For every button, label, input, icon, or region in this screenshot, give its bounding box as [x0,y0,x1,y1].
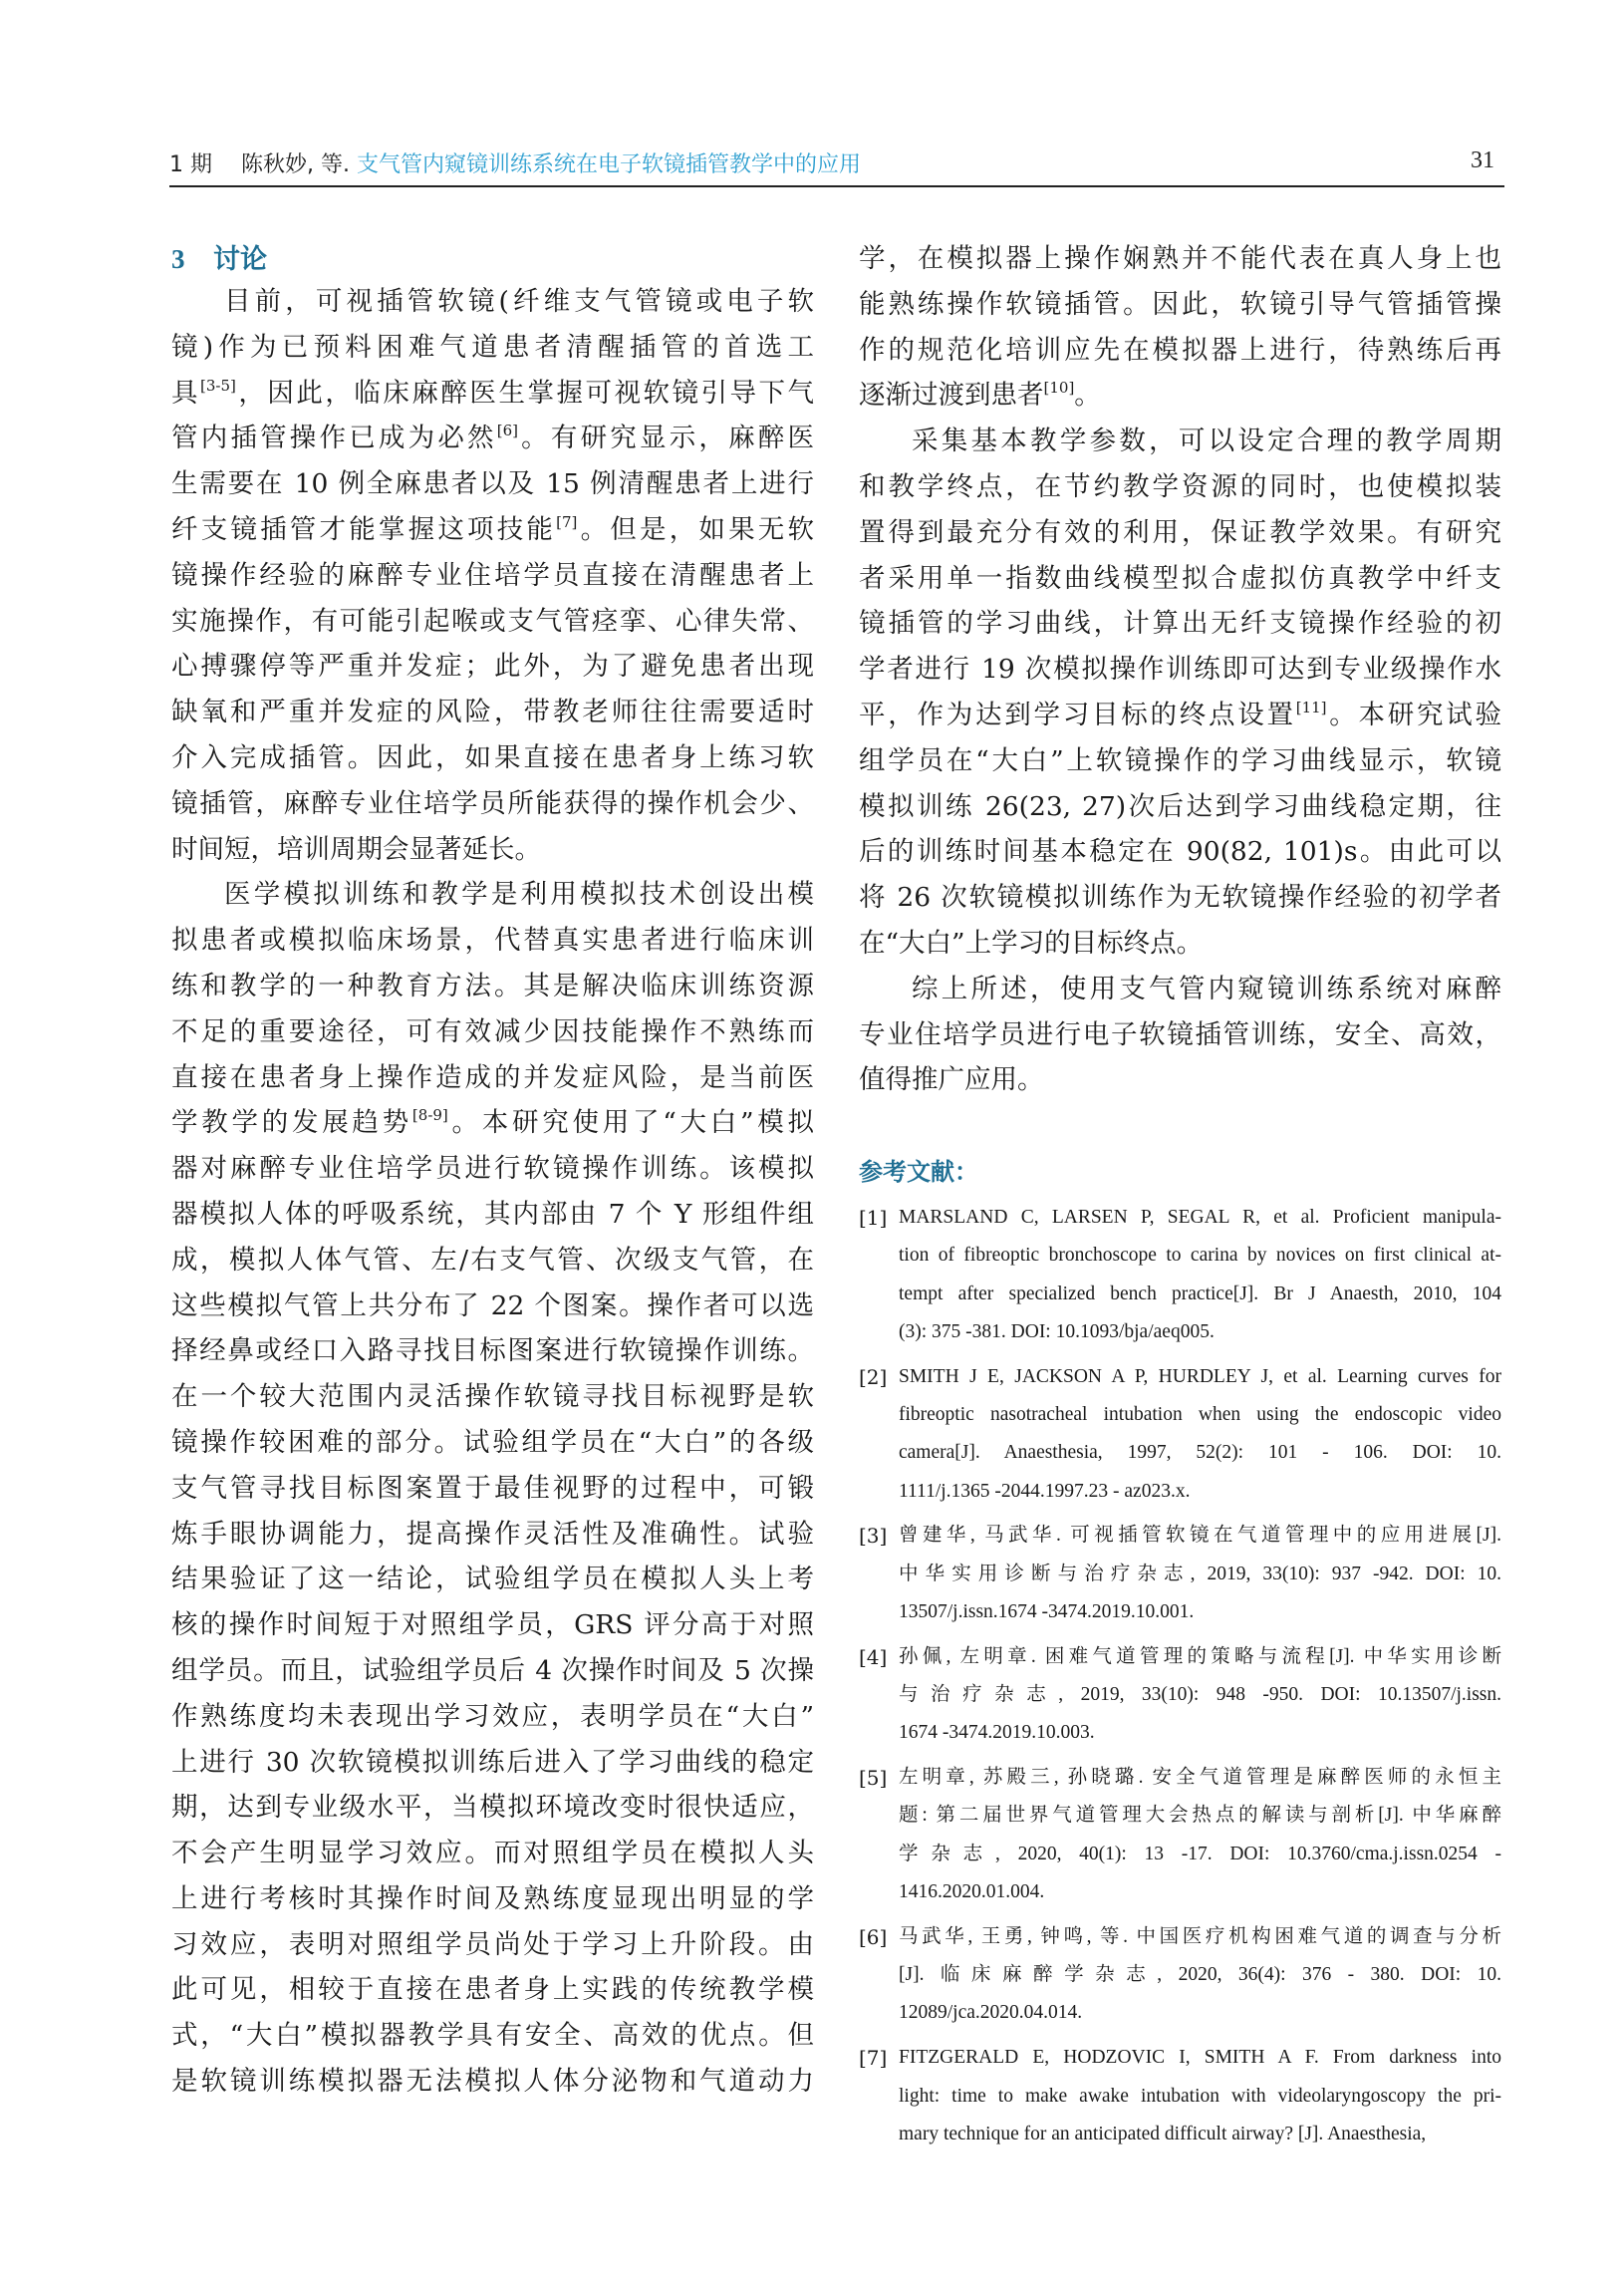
text-segment: 组学员。而且，试验组学员后 4 次操作时间及 5 次操 [171,1654,814,1686]
reference-number: [2] [859,1364,888,1389]
text-segment: 习效应，表明对照组学员尚处于学习上升阶段。由 [171,1928,814,1960]
text-line [171,781,814,827]
text-segment: 模拟训练 26(23, 27)次后达到学习曲线稳定期，往 [859,790,1501,822]
reference-line: fibreoptic nasotracheal intubation when using the endoscopic video [899,1403,1501,1425]
text-line [171,279,814,325]
text-line [859,510,1501,556]
text-segment: 生需要在 10 例全麻患者以及 15 例清醒患者上进行 [171,468,814,500]
text-segment: 择经鼻或经口入路寻找目标图案进行软镜操作训练。 [171,1335,814,1367]
reference-number: [6] [859,1924,888,1949]
text-line [171,416,814,461]
reference-line: tion of fibreoptic bronchoscope to carina by novices on first clinical at- [899,1245,1501,1267]
text-segment: 期，达到专业级水平，当模拟环境改变时很快适应， [171,1792,814,1824]
text-segment: 核的操作时间短于对照组学员，GRS 评分高于对照 [171,1609,814,1641]
text-segment: 平，作为达到学习目标的终点设置 [859,699,1296,730]
text-segment: 介入完成插管。因此，如果直接在患者身上练习软 [171,741,814,773]
reference-item [859,1199,1501,1351]
text-line [171,1648,814,1694]
text-segment: 器模拟人体的呼吸系统，其内部由 7 个 Y 形组件组 [171,1198,814,1230]
text-line [859,373,1501,419]
reference-line: (3): 375 -381. DOI: 10.1093/bja/aeq005. [899,1320,1215,1342]
text-segment: 纤支镜插管才能掌握这项技能 [171,513,557,545]
text-segment: 医学模拟训练和教学是利用模拟技术创设出模 [224,879,814,911]
text-segment: 者采用单一指数曲线模型拟合虚拟仿真教学中纤支 [859,562,1501,594]
text-segment: 。有研究显示，麻醉医 [517,423,815,454]
text-segment: 。本研究使用了“大白”模拟 [447,1107,814,1139]
reference-line: 与治疗杂志, 2019, 33(10): 948 -950. DOI: 10.13507/j.issn. [899,1684,1501,1706]
text-line [859,328,1501,374]
text-segment: 缺氧和严重并发症的风险，带教老师往往需要适时 [171,697,814,728]
text-segment: 拟患者或模拟临床场景，代替真实患者进行临床训 [171,925,814,957]
reference-line: MARSLAND C, LARSEN P, SEGAL R, et al. Proficient manipula- [899,1207,1501,1228]
text-line [171,1922,814,1968]
text-line [859,419,1501,464]
text-line [171,1831,814,1876]
text-segment: 练和教学的一种教育方法。其是解决临床训练资源 [171,970,814,1001]
text-segment: 器对麻醉专业住培学员进行软镜操作训练。该模拟 [171,1153,814,1185]
reference-line: 1416.2020.01.004. [899,1881,1045,1903]
text-line [171,1192,814,1238]
reference-item [859,1358,1501,1511]
text-line [859,647,1501,693]
text-segment: 能熟练操作软镜插管。因此，软镜引导气管插管操 [859,288,1501,320]
text-line [171,1055,814,1101]
text-line [171,964,814,1009]
text-segment: 上进行 30 次软镜模拟训练后进入了学习曲线的稳定 [171,1746,814,1778]
text-segment: 具 [171,377,201,409]
text-segment: ，因此，临床麻醉医生掌握可视软镜引导下气 [235,377,815,409]
section-number: 3 [171,244,185,274]
reference-line: 1674 -3474.2019.10.003. [899,1722,1095,1744]
text-segment: 将 26 次软镜模拟训练作为无软镜操作经验的初学者 [859,882,1501,914]
reference-line: 马武华, 王勇, 钟鸣, 等. 中国医疗机构困难气道的调查与分析 [899,1925,1501,1947]
text-segment: 。但是，如果无软 [577,513,815,545]
references-title: 参考文献： [859,1158,978,1186]
text-line [171,1557,814,1602]
text-line [171,1785,814,1831]
header-authors: 陈秋妙, 等. [241,152,350,177]
reference-number: [3] [859,1524,888,1549]
reference-line: camera[J]. Anaesthesia, 1997, 52(2): 101 - 106. DOI: 10. [899,1442,1501,1464]
text-segment: 镜插管，麻醉专业住培学员所能获得的操作机会少、 [171,787,814,819]
left-body-text [171,279,814,2105]
text-line [171,461,814,507]
citation-marker[interactable]: [8-9] [411,1106,448,1125]
reference-line: SMITH J E, JACKSON A P, HURDLEY J, et al. Learning curves for [899,1365,1501,1387]
text-line [859,1012,1501,1058]
text-line [171,690,814,735]
text-line [859,556,1501,602]
text-line [171,507,814,553]
reference-line: 1111/j.1365 -2044.1997.23 - az023.x. [899,1480,1191,1502]
text-line [859,601,1501,647]
text-line [171,1146,814,1192]
text-line [171,872,814,918]
text-line [859,1057,1501,1103]
text-line [171,827,814,873]
text-line [859,875,1501,921]
reference-number: [1] [859,1206,888,1230]
text-line [171,1512,814,1558]
text-segment: 结果验证了这一结论，试验组学员在模拟人头上考 [171,1564,814,1595]
text-segment: 镜插管的学习曲线，计算出无纤支镜操作经验的初 [859,608,1501,640]
text-segment: 管内插管操作已成为必然 [171,423,497,454]
reference-number: [4] [859,1644,888,1669]
text-segment: 心搏骤停等严重并发症；此外，为了避免患者出现 [171,651,814,683]
text-line [171,1420,814,1466]
text-segment: 在一个较大范围内灵活操作软镜寻找目标视野是软 [171,1381,814,1413]
text-line [859,738,1501,784]
text-segment: 时间短，培训周期会显著延长。 [171,833,541,865]
text-segment: 镜)作为已预料困难气道患者清醒插管的首选工 [171,331,814,363]
text-line [171,599,814,645]
page-number: 31 [1471,147,1494,173]
text-line [171,1466,814,1512]
text-segment: 上进行考核时其操作时间及熟练度显现出明显的学 [171,1882,814,1914]
reference-line: tempt after specialized bench practice[J]. Br J Anaesth, 2010, 104 [899,1282,1501,1304]
text-segment: 目前，可视插管软镜(纤维支气管镜或电子软 [224,286,814,317]
text-segment: 不足的重要途径，可有效减少因技能操作不熟练而 [171,1015,814,1047]
reference-item [859,2039,1501,2153]
reference-line: 孙佩, 左明章. 困难气道管理的策略与流程[J]. 中华实用诊断 [899,1645,1501,1667]
text-segment: 镜操作经验的麻醉专业住培学员直接在清醒患者上 [171,559,814,591]
text-segment: 直接在患者身上操作造成的并发症风险，是当前医 [171,1061,814,1093]
text-line [171,1374,814,1420]
text-segment: 。 [1074,380,1101,412]
text-segment: 逐渐过渡到患者 [859,380,1044,412]
reference-line: FITZGERALD E, HODZOVIC I, SMITH A F. From darkness into [899,2047,1501,2069]
text-line [171,1328,814,1374]
text-line [171,371,814,417]
running-header-citation [241,147,861,178]
reference-list [859,1199,1501,2160]
reference-line: 左明章, 苏殿三, 孙晓璐. 安全气道管理是麻醉医师的永恒主 [899,1767,1501,1789]
text-segment: 这些模拟气管上共分布了 22 个图案。操作者可以选 [171,1289,814,1321]
citation-marker[interactable]: [6] [496,422,518,440]
reference-line: light: time to make awake intubation with videolaryngoscopy the pri- [899,2085,1501,2107]
section-heading [171,237,267,276]
text-line [171,1100,814,1146]
header-article-title: 支气管内窥镜训练系统在电子软镜插管教学中的应用 [356,152,861,177]
citation-marker[interactable]: [10] [1043,379,1075,398]
text-segment: 学，在模拟器上操作娴熟并不能代表在真人身上也 [859,243,1501,274]
text-line [171,735,814,781]
reference-line: 中华实用诊断与治疗杂志, 2019, 33(10): 937 -942. DOI: 10. [899,1563,1501,1584]
text-segment: 值得推广应用。 [859,1064,1044,1096]
text-line [171,2059,814,2105]
text-segment: 综上所述，使用支气管内窥镜训练系统对麻醉 [912,973,1501,1004]
issue-number: 1 期 [169,152,212,177]
reference-line: 曾建华, 马武华. 可视插管软镜在气道管理中的应用进展[J]. [899,1525,1501,1547]
reference-item [859,1918,1501,2033]
reference-item [859,1638,1501,1753]
text-line [171,1694,814,1740]
text-line [171,1876,814,1922]
text-line [171,2013,814,2059]
text-line [171,553,814,599]
text-line [171,1009,814,1055]
text-segment: 炼手眼协调能力，提高操作灵活性及准确性。试验 [171,1518,814,1550]
text-segment: 作熟练度均未表现出学习效应，表明学员在“大白” [171,1700,814,1732]
text-segment: 式，“大白”模拟器教学具有安全、高效的优点。但 [171,2020,814,2052]
text-line [171,1602,814,1648]
reference-item [859,1759,1501,1911]
text-segment: 此可见，相较于直接在患者身上实践的传统教学模 [171,1974,814,2006]
text-segment: 实施操作，有可能引起喉或支气管痉挛、心律失常、 [171,605,814,637]
reference-number: [5] [859,1766,888,1791]
text-segment: 不会产生明显学习效应。而对照组学员在模拟人头 [171,1838,814,1869]
reference-line: 学杂志, 2020, 40(1): 13 -17. DOI: 10.3760/cma.j.issn.0254 - [899,1843,1501,1864]
text-segment: 置得到最充分有效的利用，保证教学效果。有研究 [859,516,1501,548]
text-segment: 作的规范化培训应先在模拟器上进行，待熟练后再 [859,334,1501,366]
text-line [859,236,1501,282]
text-segment: 和教学终点，在节约教学资源的同时，也使模拟装 [859,470,1501,502]
text-segment: 在“大白”上学习的目标终点。 [859,927,1204,959]
text-segment: 成，模拟人体气管、左/右支气管、次级支气管，在 [171,1244,814,1276]
citation-marker[interactable]: [11] [1295,698,1327,716]
reference-line: [J]. 临床麻醉学杂志, 2020, 36(4): 376 - 380. DOI: 10. [899,1964,1501,1986]
text-segment: 学教学的发展趋势 [171,1107,412,1139]
text-line [859,967,1501,1012]
text-segment: 镜操作较困难的部分。试验组学员在“大白”的各级 [171,1426,814,1458]
text-line [859,921,1501,967]
running-header [169,147,1504,187]
text-line [171,1967,814,2013]
text-line [171,1740,814,1786]
header-rule [169,185,1504,187]
reference-line: mary technique for an anticipated difficult airway? [J]. Anaesthesia, [899,2123,1427,2144]
reference-number: [7] [859,2046,888,2071]
text-line [859,784,1501,830]
section-title: 讨论 [213,244,267,275]
text-segment: 学者进行 19 次模拟操作训练即可达到专业级操作水 [859,654,1501,686]
reference-line: 题: 第二届世界气道管理大会热点的解读与剖析[J]. 中华麻醉 [899,1805,1501,1827]
citation-marker[interactable]: [3-5] [200,376,236,395]
text-segment: 。本研究试验 [1326,699,1502,730]
text-segment: 组学员在“大白”上软镜操作的学习曲线显示，软镜 [859,744,1501,776]
text-segment: 后的训练时间基本稳定在 90(82, 101)s。由此可以 [859,836,1501,868]
right-body-text [859,236,1501,1103]
text-line [171,918,814,964]
reference-item [859,1517,1501,1631]
text-line [859,693,1501,738]
text-line [171,644,814,690]
text-segment: 支气管寻找目标图案置于最佳视野的过程中，可锻 [171,1472,814,1504]
text-line [859,829,1501,875]
reference-line: 13507/j.issn.1674 -3474.2019.10.001. [899,1600,1195,1622]
text-line [859,464,1501,510]
text-line [171,1238,814,1283]
citation-marker[interactable]: [7] [556,512,578,531]
text-line [171,1283,814,1329]
reference-line: 12089/jca.2020.04.014. [899,2002,1083,2024]
text-line [171,325,814,371]
text-segment: 专业住培学员进行电子软镜插管训练，安全、高效， [859,1018,1501,1050]
text-line [859,282,1501,328]
text-segment: 采集基本教学参数，可以设定合理的教学周期 [912,426,1501,457]
text-segment: 是软镜训练模拟器无法模拟人体分泌物和气道动力 [171,2066,814,2098]
